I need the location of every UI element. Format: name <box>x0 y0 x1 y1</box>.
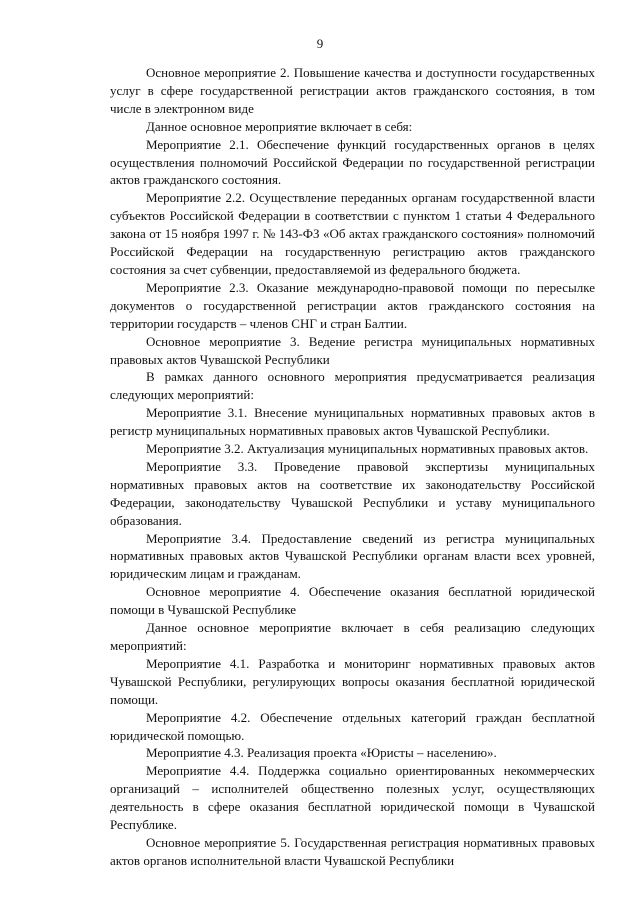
paragraph: Мероприятие 3.4. Предоставление сведений из регистра муниципальных нормативных правовых актов Чувашской Республики органам власти всех уровней, юридическим лицам и гражданам. <box>110 530 595 582</box>
paragraph: Мероприятие 4.1. Разработка и мониторинг нормативных правовых актов Чувашской Республики, регулирующих вопросы оказания бесплатной юридической помощи. <box>110 655 595 707</box>
paragraph: Мероприятие 2.3. Оказание международно-правовой помощи по пересылке документов о государственной регистрации актов гражданского состояния на территории государств – членов СНГ и стран Балтии. <box>110 279 595 331</box>
paragraph: Основное мероприятие 5. Государственная регистрация нормативных правовых актов органов исполнительной власти Чувашской Республики <box>110 834 595 868</box>
paragraph: Основное мероприятие 2. Повышение качества и доступности государственных услуг в сфере государственной регистрации актов гражданского состояния, в том числе в электронном виде <box>110 65 595 116</box>
paragraph: Мероприятие 3.3. Проведение правовой экспертизы муниципальных нормативных правовых актов на соответствие их законодательству Российской Федерации, законодательству Чувашской Республики и уставу муниципального образования. <box>110 458 595 528</box>
paragraph: Мероприятие 4.3. Реализация проекта «Юристы – населению». <box>146 745 497 761</box>
paragraph: Мероприятие 2.2. Осуществление переданных органам государственной власти субъектов Российской Федерации в соответствии с пунктом 1 статьи 4 Федерального закона от 15 ноября 1997 г. № 143-ФЗ «Об актах гражданского состояния» полномочий Российской Федерации на государственную регистрацию актов гражданского состояния за счет субвенции, предоставляемой из федерального бюджета. <box>110 190 595 277</box>
document-body <box>110 64 595 870</box>
paragraph: Основное мероприятие 4. Обеспечение оказания бесплатной юридической помощи в Чувашской Республике <box>110 584 595 618</box>
paragraph: Мероприятие 4.2. Обеспечение отдельных категорий граждан бесплатной юридической помощью. <box>110 709 595 743</box>
paragraph: Мероприятие 3.1. Внесение муниципальных нормативных правовых актов в регистр муниципальных нормативных правовых актов Чувашской Республики. <box>110 405 595 439</box>
paragraph: Данное основное мероприятие включает в себя реализацию следующих мероприятий: <box>110 620 595 653</box>
paragraph: Мероприятие 3.2. Актуализация муниципальных нормативных правовых актов. <box>146 441 589 457</box>
paragraph: В рамках данного основного мероприятия предусматривается реализация следующих мероприятий: <box>110 369 595 403</box>
paragraph: Мероприятие 4.4. Поддержка социально ориентированных некоммерческих организаций – исполнителей общественно полезных услуг, осуществляющих деятельность в сфере оказания бесплатной юридической помощи в Чувашской Республике. <box>110 763 595 833</box>
paragraph: Основное мероприятие 3. Ведение регистра муниципальных нормативных правовых актов Чувашской Республики <box>110 333 595 367</box>
paragraph: Мероприятие 2.1. Обеспечение функций государственных органов в целях осуществления полномочий Российской Федерации по государственной регистрации актов гражданского состояния. <box>110 136 595 188</box>
page-number: 9 <box>316 36 324 51</box>
paragraph: Данное основное мероприятие включает в себя: <box>146 118 413 134</box>
